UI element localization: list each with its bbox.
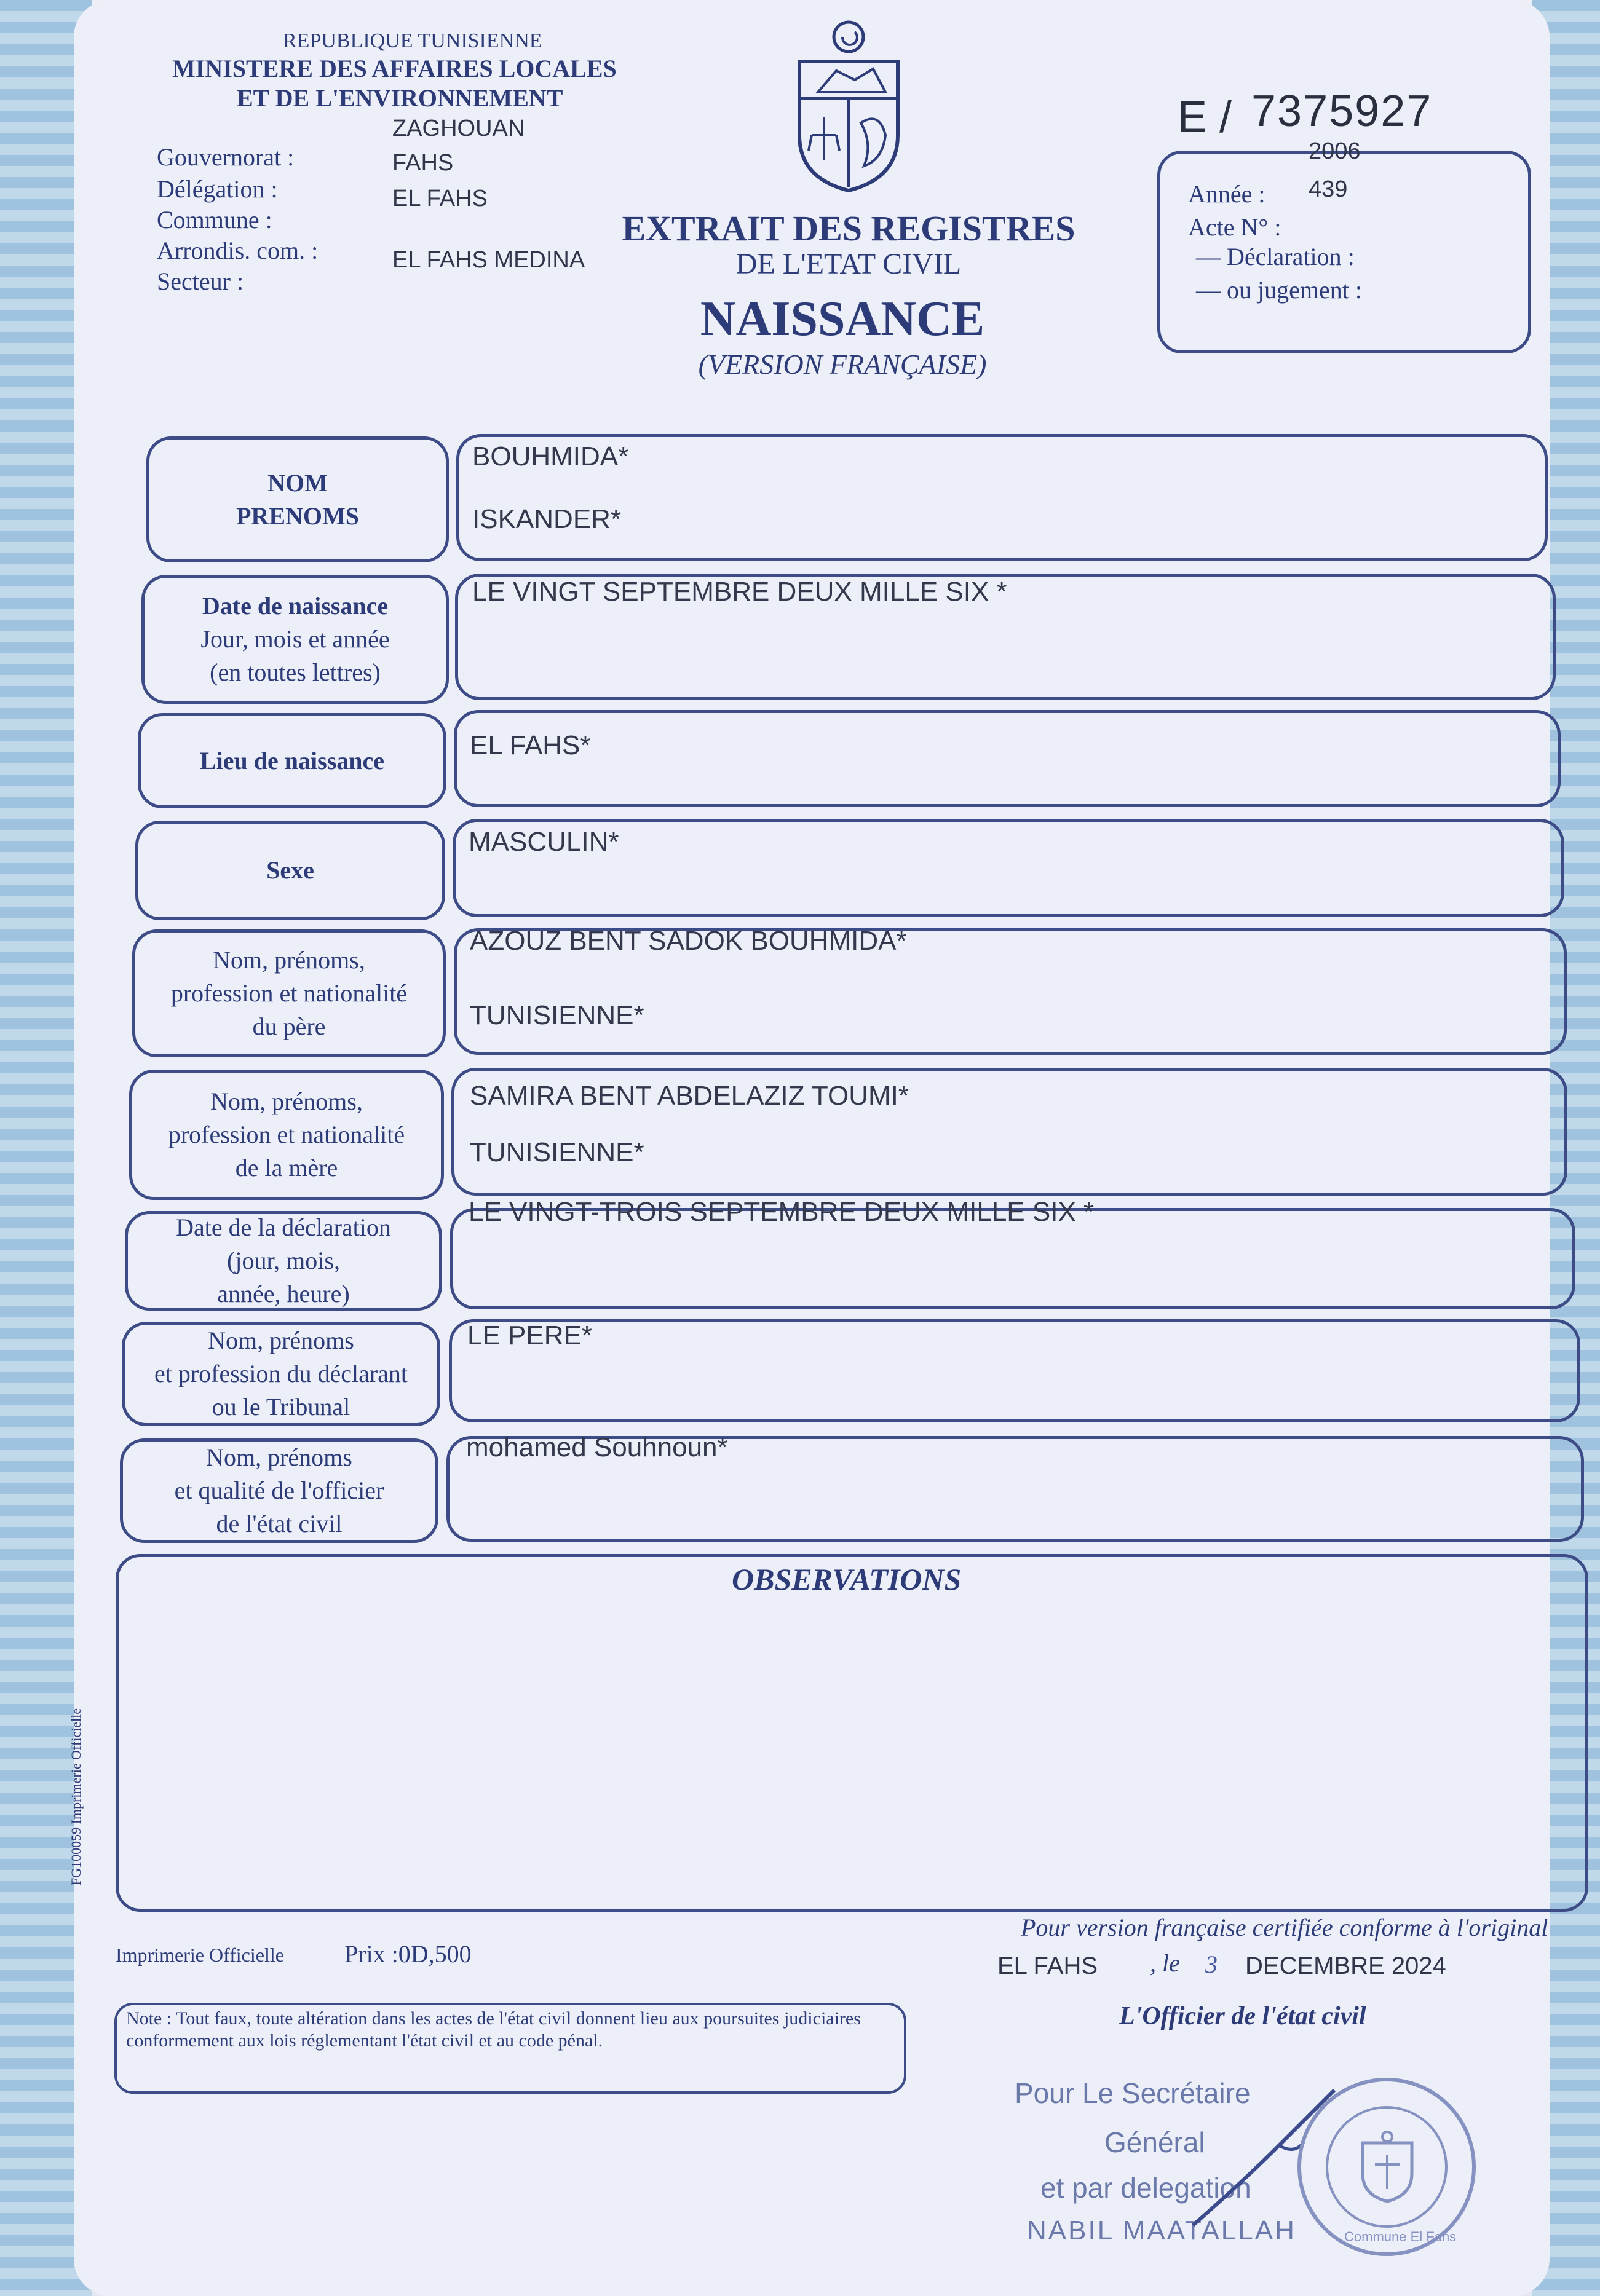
footer-le: , le xyxy=(1150,1949,1180,1977)
stamp-line1: Pour Le Secrétaire xyxy=(1015,2077,1251,2109)
observations-box xyxy=(116,1554,1588,1912)
stamp-line3: et par delegation xyxy=(1040,2172,1251,2204)
declaration-label: — Déclaration : xyxy=(1196,243,1355,270)
commune-value: EL FAHS xyxy=(392,186,488,211)
seal-text: Commune El Fahs xyxy=(1344,2229,1457,2244)
row-birthplace-label xyxy=(138,713,446,808)
row-father-value2: TUNISIENNE* xyxy=(470,1000,644,1030)
row-declaration-value: LE VINGT-TROIS SEPTEMBRE DEUX MILLE SIX * xyxy=(469,1197,1095,1227)
row-declaration-label-line1: Date de la déclaration xyxy=(176,1213,391,1241)
row-mother-value1: SAMIRA BENT ABDELAZIZ TOUMI* xyxy=(470,1081,909,1111)
gouvernorat-value: ZAGHOUAN xyxy=(392,116,525,141)
title-line2: DE L'ETAT CIVIL xyxy=(735,248,962,280)
official-seal xyxy=(1297,2078,1476,2256)
row-nom-label-line2: PRENOMS xyxy=(236,502,359,530)
row-nom-value1: BOUHMIDA* xyxy=(472,441,629,471)
row-declarant-value-box xyxy=(449,1319,1580,1422)
jugement-label: — ou jugement : xyxy=(1196,276,1362,304)
row-birthdate-label-line1: Date de naissance xyxy=(202,592,389,620)
ministry-line2: ET DE L'ENVIRONNEMENT xyxy=(237,84,563,112)
row-declaration-label-line3: année, heure) xyxy=(217,1280,350,1308)
footer-certified: Pour version française certifiée conforme à l'original xyxy=(1021,1914,1548,1941)
commune-label: Commune : xyxy=(157,206,272,234)
row-mother-label-line2: profession et nationalité xyxy=(168,1121,405,1148)
annee-label: Année : xyxy=(1188,180,1265,208)
stamp-line4: NABIL MAATALLAH xyxy=(1027,2215,1296,2246)
serial-prefix: E / xyxy=(1178,93,1232,142)
republic-heading: REPUBLIQUE TUNISIENNE xyxy=(283,30,542,52)
row-nom-label-line1: NOM xyxy=(267,468,328,497)
row-declaration-label xyxy=(125,1211,442,1311)
row-sex-label-line1: Sexe xyxy=(266,856,314,884)
footer-day: 3 xyxy=(1205,1951,1218,1978)
acte-label: Acte N° : xyxy=(1188,213,1281,241)
row-father-label-line3: du père xyxy=(252,1012,326,1040)
footer-officer: L'Officier de l'état civil xyxy=(1119,2002,1366,2030)
delegation-label: Délégation : xyxy=(157,175,278,203)
row-father-label-line2: profession et nationalité xyxy=(170,979,408,1007)
row-officer-label-line3: de l'état civil xyxy=(216,1510,343,1537)
row-declarant-label-line1: Nom, prénoms xyxy=(208,1327,354,1354)
row-birthdate-label-line2: Jour, mois et année xyxy=(200,625,390,653)
footer-price: Prix :0D,500 xyxy=(344,1940,472,1968)
serial-number: 7375927 xyxy=(1251,87,1433,136)
footer-note: Note : Tout faux, toute altération dans les actes de l'état civil donnent lieu aux poursuites judiciaires conformement aux lois réglementant l'état civil et au code pénal. xyxy=(126,2008,861,2051)
row-officer-value: mohamed Souhnoun* xyxy=(466,1432,728,1462)
row-birthplace-value-box xyxy=(454,710,1561,807)
row-birthdate-value: LE VINGT SEPTEMBRE DEUX MILLE SIX * xyxy=(472,577,1007,607)
row-sex-value-box xyxy=(453,819,1564,917)
row-declarant-value: LE PERE* xyxy=(467,1320,592,1351)
delegation-value: FAHS xyxy=(392,150,454,176)
row-nom-value2: ISKANDER* xyxy=(472,504,622,534)
row-birthdate-label-line3: (en toutes lettres) xyxy=(210,658,381,686)
row-sex-label xyxy=(135,821,445,920)
row-father-value1: AZOUZ BENT SADOK BOUHMIDA* xyxy=(470,926,907,956)
arrondis-value: EL FAHS MEDINA xyxy=(392,247,585,273)
row-declaration-label-line2: (jour, mois, xyxy=(227,1247,340,1274)
row-officer-label-line1: Nom, prénoms xyxy=(206,1443,352,1471)
row-mother-label-line3: de la mère xyxy=(235,1154,338,1182)
row-birthplace-value: EL FAHS* xyxy=(470,730,591,760)
row-declarant-label xyxy=(122,1322,440,1426)
footer-date: DECEMBRE 2024 xyxy=(1245,1952,1446,1979)
title-version: (VERSION FRANÇAISE) xyxy=(698,349,987,380)
annee-value: 2006 xyxy=(1309,138,1361,164)
row-birthdate-label xyxy=(141,575,449,704)
title-main: NAISSANCE xyxy=(700,292,985,346)
row-nom-label xyxy=(146,436,449,562)
row-father-label-line1: Nom, prénoms, xyxy=(213,946,365,974)
row-mother-label xyxy=(129,1070,444,1200)
ministry-line1: MINISTERE DES AFFAIRES LOCALES xyxy=(172,55,617,82)
gouvernorat-label: Gouvernorat : xyxy=(157,143,295,171)
row-officer-label-line2: et qualité de l'officier xyxy=(174,1477,384,1504)
row-declarant-label-line2: et profession du déclarant xyxy=(154,1360,408,1387)
row-birthplace-label-line1: Lieu de naissance xyxy=(199,746,385,775)
coat-of-arms-icon xyxy=(781,12,916,197)
title-line1: EXTRAIT DES REGISTRES xyxy=(622,208,1075,248)
arrondis-label: Arrondis. com. : xyxy=(157,237,319,264)
observations-title: OBSERVATIONS xyxy=(732,1562,962,1596)
row-declarant-label-line3: ou le Tribunal xyxy=(212,1393,350,1421)
footer-place: EL FAHS xyxy=(997,1952,1098,1979)
footer-printer: Imprimerie Officielle xyxy=(116,1944,284,1966)
side-print: FG100059 Imprimerie Officielle xyxy=(68,1708,84,1885)
row-mother-value2: TUNISIENNE* xyxy=(470,1137,644,1167)
secteur-label: Secteur : xyxy=(157,267,244,295)
stamp-line2: Général xyxy=(1104,2126,1205,2158)
row-mother-label-line1: Nom, prénoms, xyxy=(210,1087,363,1115)
row-father-label xyxy=(132,929,446,1057)
row-officer-label xyxy=(120,1438,438,1543)
acte-value: 439 xyxy=(1309,176,1348,202)
seal-emblem-icon xyxy=(1353,2131,1421,2204)
row-sex-value: MASCULIN* xyxy=(469,827,619,857)
